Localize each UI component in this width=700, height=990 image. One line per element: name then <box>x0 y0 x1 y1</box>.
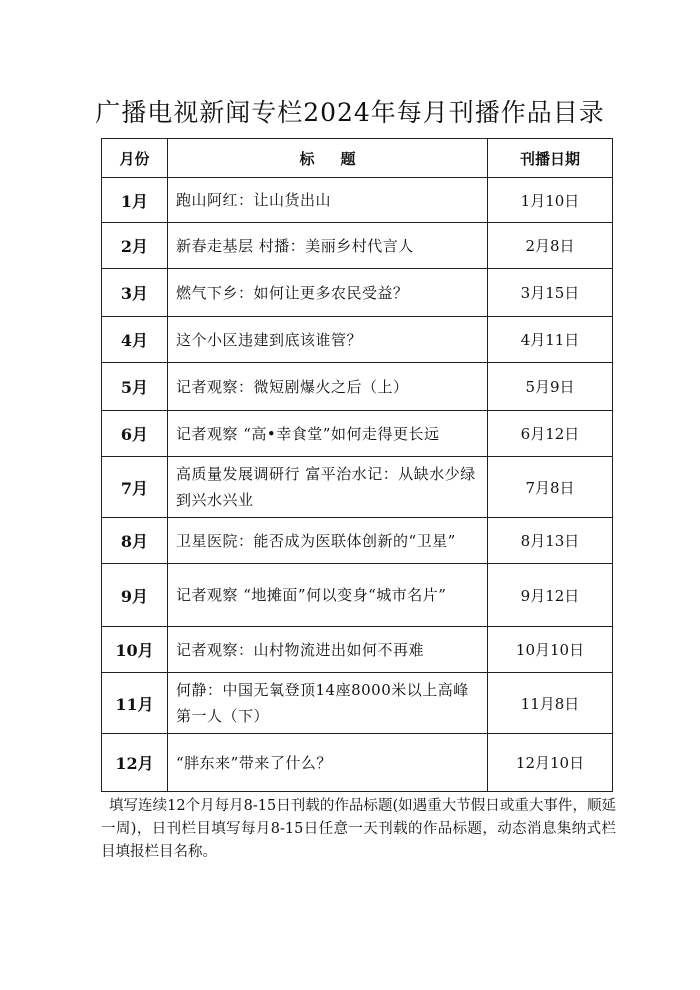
date-cell: 8月13日 <box>488 518 613 564</box>
date-cell: 3月15日 <box>488 269 613 317</box>
title-cell: 燃气下乡：如何让更多农民受益？ <box>168 269 488 317</box>
date-cell: 4月11日 <box>488 317 613 363</box>
date-cell: 9月12日 <box>488 564 613 627</box>
header-title: 标题 <box>168 139 488 178</box>
title-cell: 高质量发展调研行 富平治水记：从缺水少绿到兴水兴业 <box>168 457 488 518</box>
month-cell: 11月 <box>102 673 168 734</box>
title-cell: 卫星医院：能否成为医联体创新的“卫星” <box>168 518 488 564</box>
table-row <box>102 178 613 223</box>
title-cell: 这个小区违建到底该谁管？ <box>168 317 488 363</box>
title-cell: “胖东来”带来了什么？ <box>168 734 488 792</box>
month-cell: 10月 <box>102 627 168 673</box>
table-row <box>102 734 613 792</box>
table-row <box>102 518 613 564</box>
table-row <box>102 411 613 457</box>
date-cell: 12月10日 <box>488 734 613 792</box>
title-cell: 何静：中国无氧登顶14座8000米以上高峰第一人（下） <box>168 673 488 734</box>
table-row <box>102 317 613 363</box>
month-cell: 12月 <box>102 734 168 792</box>
month-cell: 3月 <box>102 269 168 317</box>
title-cell: 记者观察：山村物流进出如何不再难 <box>168 627 488 673</box>
month-cell: 8月 <box>102 518 168 564</box>
month-cell: 5月 <box>102 363 168 411</box>
month-cell: 4月 <box>102 317 168 363</box>
table-row <box>102 564 613 627</box>
title-cell: 跑山阿红：让山货出山 <box>168 178 488 223</box>
month-cell: 7月 <box>102 457 168 518</box>
document-title: 广播电视新闻专栏2024年每月刊播作品目录 <box>95 98 605 127</box>
date-cell: 6月12日 <box>488 411 613 457</box>
month-cell: 9月 <box>102 564 168 627</box>
title-cell: 新春走基层 村播：美丽乡村代言人 <box>168 223 488 269</box>
date-cell: 11月8日 <box>488 673 613 734</box>
table-header-row <box>102 139 613 178</box>
title-cell: 记者观察 “地摊面”何以变身“城市名片” <box>168 564 488 627</box>
table-row <box>102 673 613 734</box>
date-cell: 2月8日 <box>488 223 613 269</box>
header-date: 刊播日期 <box>488 139 613 178</box>
month-cell: 2月 <box>102 223 168 269</box>
footnote: 填写连续12个月每月8-15日刊载的作品标题(如遇重大节假日或重大事件，顺延一周)，日刊栏目填写每月8-15日任意一天刊载的作品标题，动态消息集纳式栏目填报栏目名称。 <box>101 798 616 860</box>
catalog-table <box>101 138 613 792</box>
title-cell: 记者观察：微短剧爆火之后（上） <box>168 363 488 411</box>
table-row <box>102 223 613 269</box>
date-cell: 1月10日 <box>488 178 613 223</box>
date-cell: 10月10日 <box>488 627 613 673</box>
date-cell: 7月8日 <box>488 457 613 518</box>
header-month: 月份 <box>102 139 168 178</box>
table-row <box>102 627 613 673</box>
date-cell: 5月9日 <box>488 363 613 411</box>
month-cell: 1月 <box>102 178 168 223</box>
table-row <box>102 269 613 317</box>
month-cell: 6月 <box>102 411 168 457</box>
title-cell: 记者观察 “高•幸食堂”如何走得更长远 <box>168 411 488 457</box>
table-row <box>102 363 613 411</box>
table-row <box>102 457 613 518</box>
